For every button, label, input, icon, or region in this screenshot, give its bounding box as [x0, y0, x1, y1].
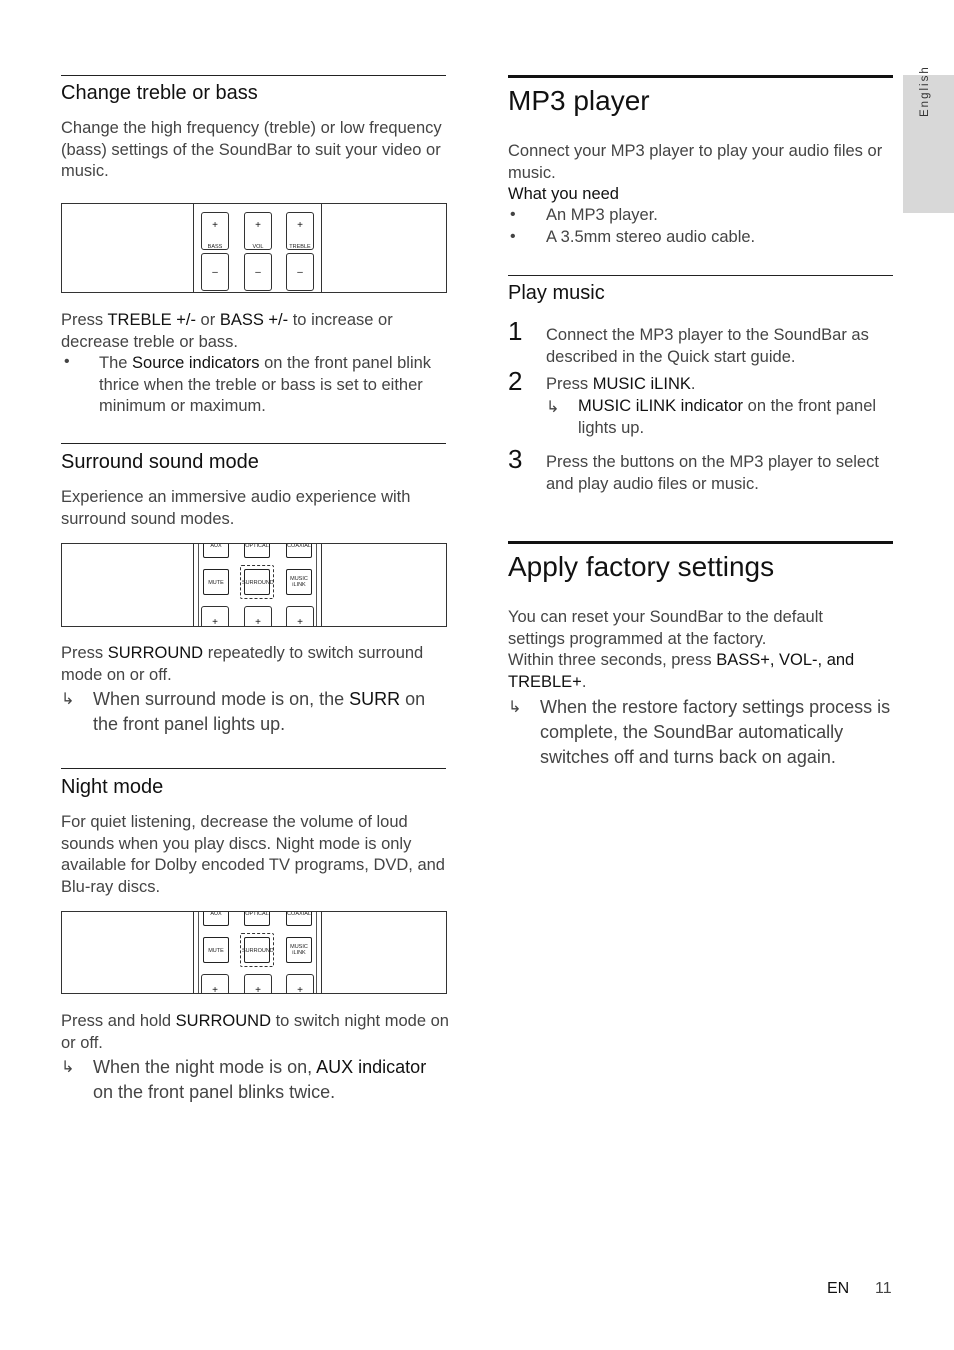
bass-button: +	[201, 606, 229, 627]
treble-minus-button: –	[286, 253, 314, 291]
arrow-icon: ↳	[546, 399, 560, 416]
treble-bass-figure	[61, 203, 447, 293]
night-intro: For quiet listening, decrease the volume of loud sounds when you play discs. Night mode is only available for Dolby encoded TV programs, DVD, and Blu-ray discs.	[61, 813, 445, 896]
surround-instruction: Press SURROUND repeatedly to switch surround mode on or off.	[61, 644, 424, 684]
bullet: •	[510, 206, 516, 223]
arrow-icon: ↳	[508, 699, 522, 716]
step-number: 3	[508, 444, 523, 474]
music-ilink-label: MUSIC iLINK	[290, 576, 308, 588]
treble-button: +	[286, 212, 314, 250]
vol-button: +	[244, 974, 272, 994]
factory-instruction: Within three seconds, press BASS+, VOL-, and TREBLE+.	[508, 651, 855, 691]
bass-minus-button: –	[201, 253, 229, 291]
vol-button: +	[244, 212, 272, 250]
play-music-heading: Play music	[508, 282, 605, 304]
section-rule	[61, 443, 446, 444]
step-text: Press the buttons on the MP3 player to select and play audio files or music.	[546, 453, 879, 493]
footer-lang: EN	[827, 1280, 850, 1297]
step-text: Connect the MP3 player to the SoundBar as described in the Quick start guide.	[546, 326, 869, 366]
night-heading: Night mode	[61, 776, 164, 798]
arrow-icon: ↳	[61, 1059, 75, 1076]
section-rule	[508, 275, 893, 276]
optical-label: OPTICAL	[245, 543, 269, 549]
step-result: MUSIC iLINK indicator on the front panel lights up.	[578, 397, 877, 437]
mp3-intro: Connect your MP3 player to play your audio files or music.	[508, 142, 883, 182]
chapter-rule	[508, 541, 893, 544]
chapter-rule	[508, 75, 893, 78]
surround-figure	[61, 543, 447, 627]
treble-note: The Source indicators on the front panel blink thrice when the treble or bass is set to either minimum or maximum.	[99, 354, 432, 416]
treble-button: +	[286, 606, 314, 627]
step-text: Press MUSIC iLINK.	[546, 375, 696, 393]
factory-heading: Apply factory settings	[508, 551, 775, 582]
page-number: 11	[875, 1280, 892, 1297]
treble-instruction: Press TREBLE +/- or BASS +/- to increase or decrease treble or bass.	[61, 311, 393, 351]
mute-label: MUTE	[208, 580, 224, 586]
bass-button: +	[201, 974, 229, 994]
surround-intro: Experience an immersive audio experience with surround sound modes.	[61, 488, 411, 528]
aux-label: AUX	[210, 543, 222, 549]
treble-heading: Change treble or bass	[61, 82, 258, 104]
coaxial-label: COAXIAL	[287, 911, 311, 917]
step-number: 2	[508, 366, 523, 396]
night-instruction: Press and hold SURROUND to switch night mode on or off.	[61, 1012, 449, 1052]
vol-button: +	[244, 606, 272, 627]
vol-minus-button: –	[244, 253, 272, 291]
factory-result: When the restore factory settings process is complete, the SoundBar automatically switches off and turns back on again.	[540, 697, 891, 767]
treble-button: +	[286, 974, 314, 994]
vol-label: VOL	[252, 244, 264, 250]
step-number: 1	[508, 316, 523, 346]
bullet: •	[64, 353, 70, 370]
night-result: When the night mode is on, AUX indicator on the front panel blinks twice.	[93, 1057, 427, 1102]
need-item: An MP3 player.	[546, 206, 658, 224]
optical-label: OPTICAL	[245, 911, 269, 917]
surround-label: SURROUND	[242, 580, 274, 586]
night-figure	[61, 911, 447, 994]
treble-label: TREBLE	[289, 244, 311, 250]
language-tab	[903, 65, 954, 213]
mp3-heading: MP3 player	[508, 85, 650, 116]
aux-label: AUX	[210, 911, 222, 917]
bass-button: +	[201, 212, 229, 250]
music-ilink-label: MUSIC iLINK	[290, 944, 308, 956]
coaxial-label: COAXIAL	[287, 543, 311, 549]
bullet: •	[510, 228, 516, 245]
need-item: A 3.5mm stereo audio cable.	[546, 228, 756, 246]
factory-intro: You can reset your SoundBar to the default settings programmed at the factory.	[508, 608, 823, 648]
language-tab-label: English	[919, 65, 931, 117]
section-rule	[61, 75, 446, 76]
surround-label: SURROUND	[242, 948, 274, 954]
surround-result: When surround mode is on, the SURR on the front panel lights up.	[93, 689, 426, 734]
treble-intro: Change the high frequency (treble) or low frequency (bass) settings of the SoundBar to suit your video or music.	[61, 119, 442, 181]
arrow-icon: ↳	[61, 691, 75, 708]
what-you-need-label: What you need	[508, 185, 619, 203]
bass-label: BASS	[207, 244, 223, 250]
mute-label: MUTE	[208, 948, 224, 954]
surround-heading: Surround sound mode	[61, 451, 259, 473]
section-rule	[61, 768, 446, 769]
